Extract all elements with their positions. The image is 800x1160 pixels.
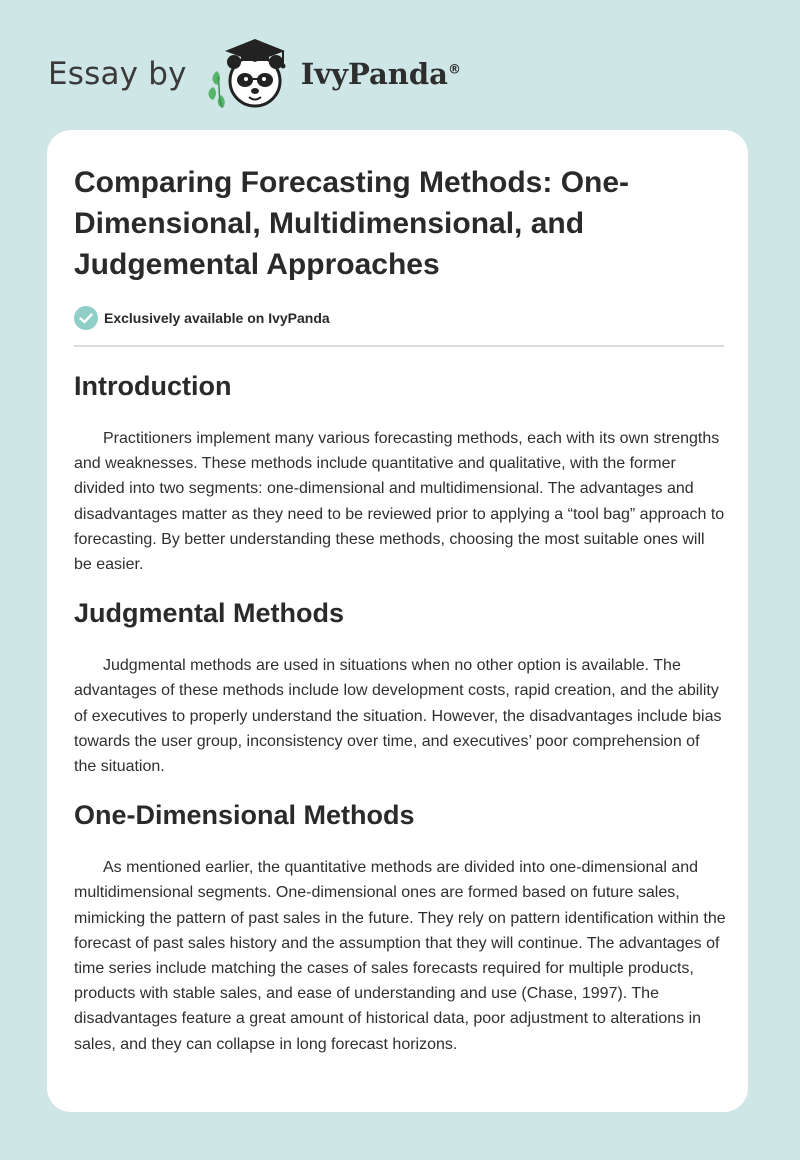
page-title: Comparing Forecasting Methods: One-Dimensional, Multidimensional, and Judgemental Approaches: [74, 166, 630, 281]
section-heading: Judgmental Methods: [74, 598, 345, 629]
essay-card: [47, 130, 748, 1112]
section-paragraph: Judgmental methods are used in situations when no other option is available. The advantages of these methods include low development costs, rapid creation, and the ability of executives to properly understand the situation. However, the disadvantages include bias towards the user group, inconsistency over time, and executives’ poor comprehension of the situation.: [74, 657, 722, 776]
section-judgmental-methods: [74, 587, 726, 779]
essay-by-label: Essay by: [48, 56, 187, 92]
section-paragraph: Practitioners implement many various forecasting methods, each with its own strengths and weaknesses. These methods include quantitative and qualitative, with the former divided into two segments: one-dimensional and multidimensional. The advantages and disadvantages matter as they need to be reviewed prior to applying a “tool bag” approach to forecasting. By better understanding these methods, choosing the most suitable ones will be easier.: [74, 430, 725, 574]
exclusive-badge: [74, 306, 330, 330]
divider: [74, 345, 724, 347]
section-heading: Introduction: [74, 371, 232, 401]
section-heading: One-Dimensional Methods: [74, 800, 415, 831]
brand-name[interactable]: IvyPanda®: [300, 57, 461, 91]
section-one-dimensional-methods: [74, 789, 726, 1057]
check-circle-icon: [74, 306, 98, 330]
registered-mark: ®: [447, 62, 461, 78]
article-body: [74, 360, 726, 1067]
section-introduction: [74, 360, 726, 577]
exclusive-label: Exclusively available on IvyPanda: [104, 310, 330, 326]
panda-graduation-cap-icon[interactable]: [203, 35, 299, 113]
site-header: [48, 34, 461, 114]
section-paragraph: As mentioned earlier, the quantitative methods are divided into one-dimensional and multidimensional segments. One-dimensional ones are formed based on future sales, mimicking the pattern of past sales in the future. They rely on pattern identification within the forecast of past sales history and the assumption that they will continue. The advantages of time series include matching the cases of sales forecasts required for multiple products, products with stable sales, and ease of understanding and use (Chase, 1997). The disadvantages feature a great amount of historical data, poor adjustment to alterations in sales, and they can collapse in long forecast horizons.: [74, 859, 726, 1053]
